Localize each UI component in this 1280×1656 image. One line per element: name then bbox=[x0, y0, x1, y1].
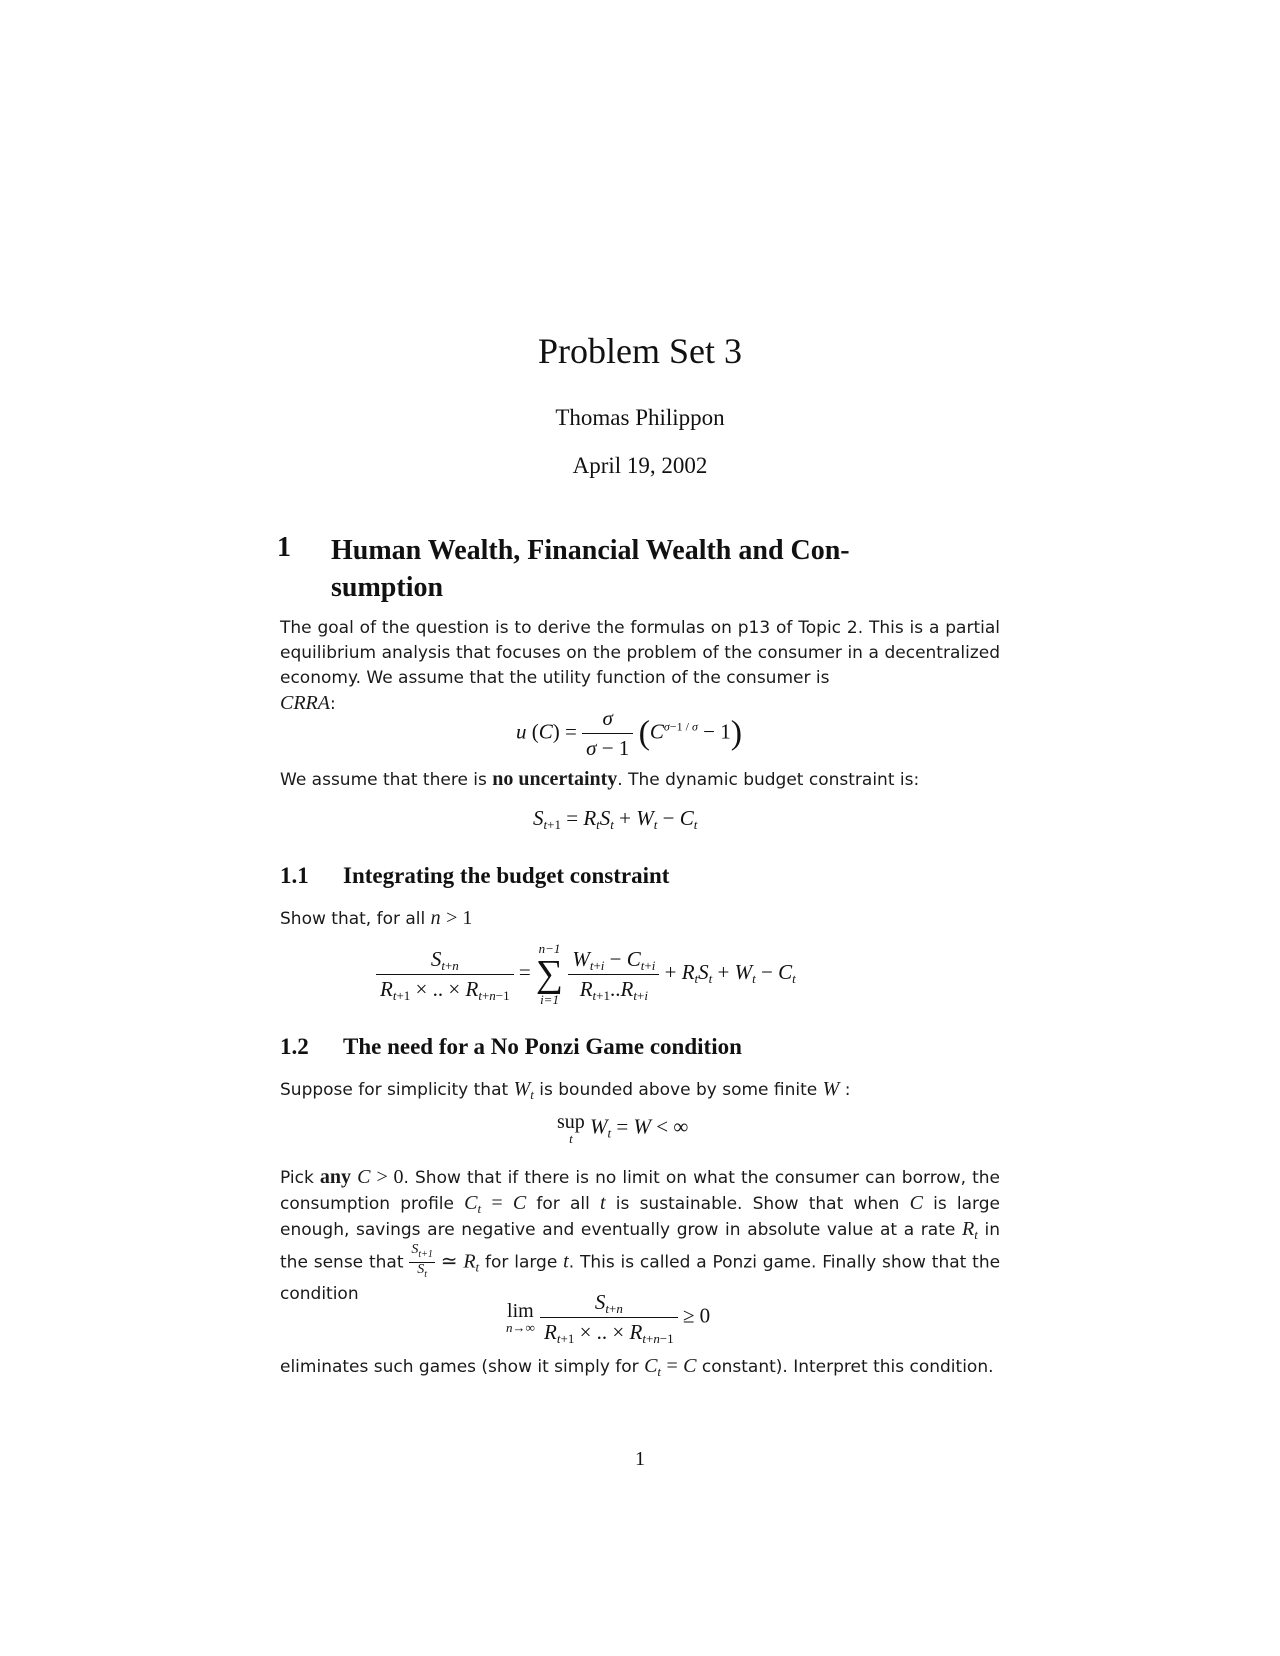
any-bold: any bbox=[319, 1166, 352, 1188]
section-1-intro: The goal of the question is to derive the formulas on p13 of Topic 2. This is a partial equilibrium analysis that focuses on the problem of the consumer in a decentralized economy. We assume that the utility function of the consumer is CRRA: bbox=[280, 618, 1000, 714]
document-title: Problem Set 3 bbox=[538, 331, 742, 371]
integrated-budget-equation: $\frac{S_{t+n}}{R_{t+1} \times .. \times R_{t+n-1}}$ = n−1 ∑ i=1 $\frac{W_{t+i} - C_{t+i}}{R_{t+1}..R_{t+i}}$ + $R_tS_t + W_t - C_t$ bbox=[376, 942, 796, 1006]
document-date: April 19, 2002 bbox=[572, 453, 708, 478]
section-1-2-p1: Suppose for simplicity that $W_t$ is bounded above by some finite W : bbox=[280, 1078, 851, 1102]
uncertainty-sentence: We assume that there is no uncertainty. The dynamic budget constraint is: bbox=[280, 768, 920, 790]
author-name: Thomas Philippon bbox=[555, 405, 725, 430]
section-1-2-p3: eliminates such games (show it simply for $C_t = C$ constant). Interpret this condition. bbox=[280, 1355, 994, 1379]
budget-constraint-equation: $S_{t+1} = R_tS_t + W_t - C_t$ bbox=[533, 806, 698, 832]
section-1-title-line1: Human Wealth, Financial Wealth and Con- bbox=[331, 535, 850, 566]
utility-equation: u (C) = $\frac{\sigma}{\sigma - 1}$ $(C^{\sigma-1 / \sigma} - 1)$ bbox=[516, 706, 743, 760]
crra-label: CRRA bbox=[280, 692, 330, 714]
section-1-title-line2: sumption bbox=[331, 572, 444, 603]
section-1-1-text: Show that, for all n > 1 bbox=[280, 907, 473, 929]
section-1-2-title: The need for a No Ponzi Game condition bbox=[343, 1034, 742, 1059]
page-number: 1 bbox=[635, 1448, 645, 1470]
section-1-number: 1 bbox=[277, 532, 291, 563]
section-1-title bbox=[331, 532, 1001, 606]
sup-equation: sup t $W_t = W$ < ∞ bbox=[557, 1111, 689, 1146]
intro-text: The goal of the question is to derive the formulas on p13 of Topic 2. This is a partial equilibrium analysis that focuses on the problem of the consumer in a decentralized economy. We assume that the utility function of the consumer is bbox=[280, 618, 1000, 688]
section-1-2-number: 1.2 bbox=[280, 1034, 309, 1059]
section-1-1-number: 1.1 bbox=[280, 863, 309, 888]
no-ponzi-condition-equation: lim n→∞ $\frac{S_{t+n}}{R_{t+1} \times .. \times R_{t+n-1}}$ ≥ 0 bbox=[506, 1290, 711, 1346]
no-uncertainty-bold: no uncertainty bbox=[492, 768, 618, 790]
section-1-2-p2: Pick any C > 0. Show that if there is no limit on what the consumer can borrow, the consumption profile $C_t = C$ for all t is sustainable. Show that when C is large enough, savings are negative and eventually grow in absolute value at a rate $R_t$ in the sense that $\frac{S_{t+1}}{S_t}$ ≃ $R_t$ for large t. This is called a Ponzi game. Finally show that the condition bbox=[280, 1166, 1001, 1304]
section-1-1-title: Integrating the budget constraint bbox=[343, 863, 670, 888]
